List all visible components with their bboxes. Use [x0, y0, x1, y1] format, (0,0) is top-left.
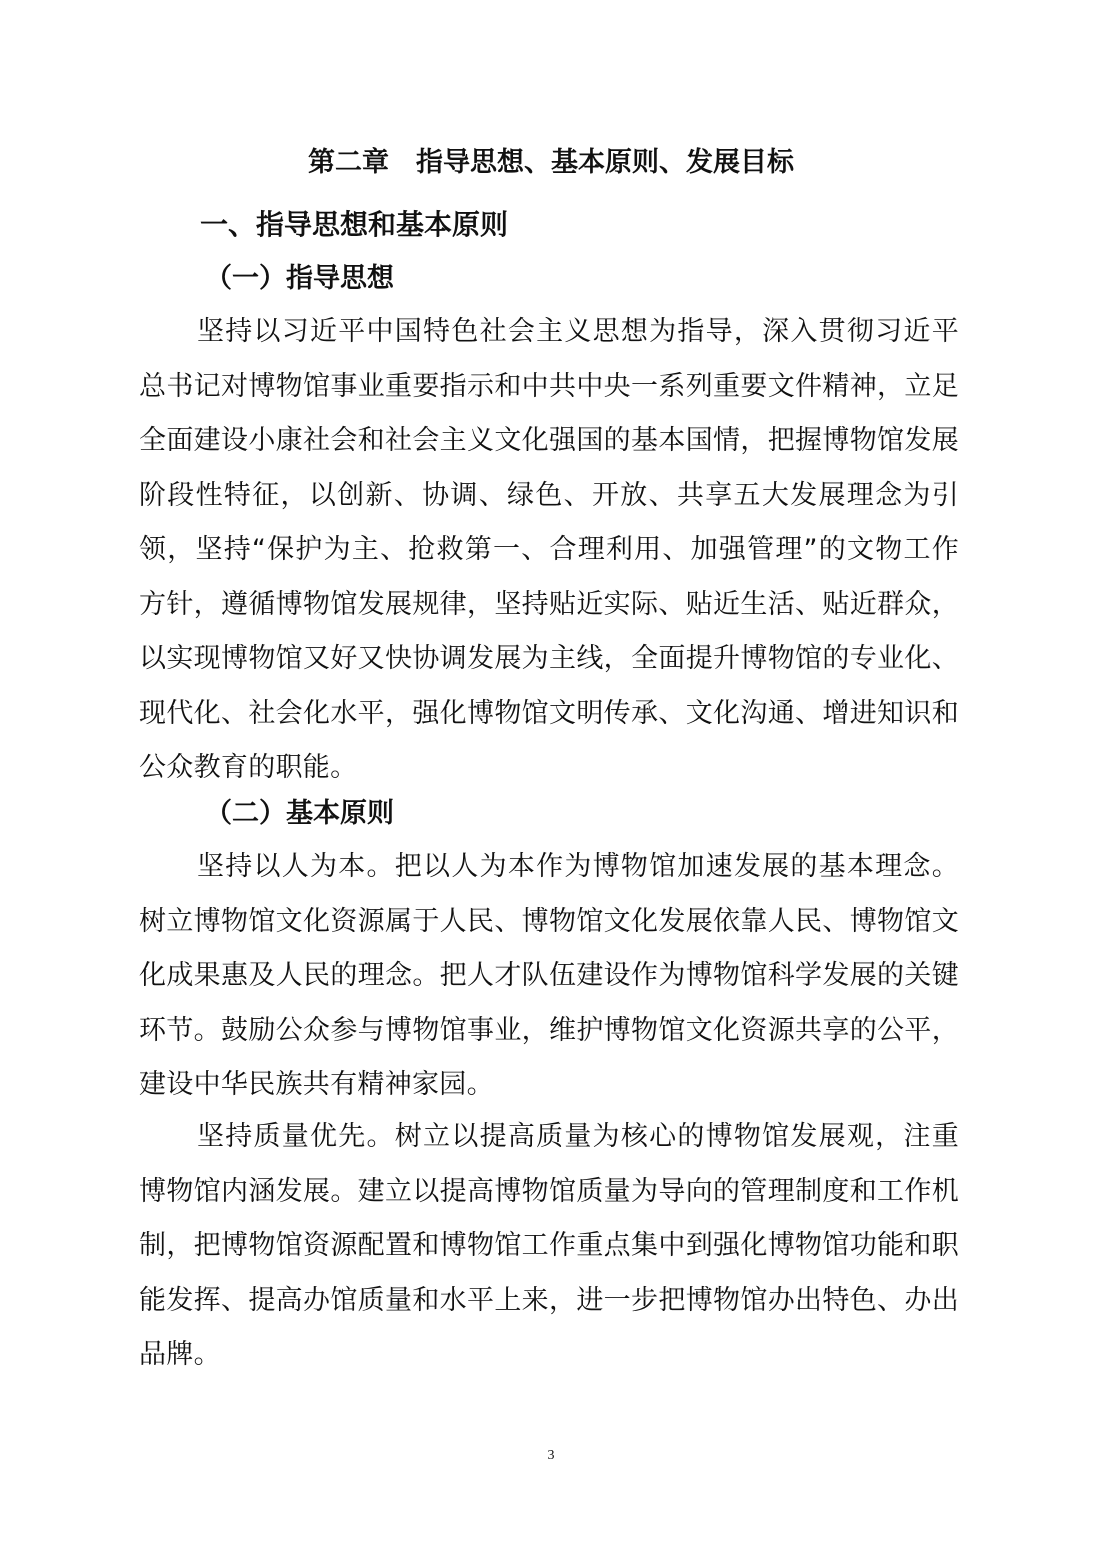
page-number: 3 [547, 1448, 555, 1463]
paragraph-guiding-ideology: 坚持以习近平中国特色社会主义思想为指导，深入贯彻习近平总书记对博物馆事业重要指示和中共中央一系列重要文件精神，立足全面建设小康社会和社会主义文化强国的基本国情，把握博物馆发展阶段性特征，以创新、协调、绿色、开放、共享五大发展理念为引领，坚持“保护为主、抢救第一、合理利用、加强管理”的文物工作方针，遵循博物馆发展规律，坚持贴近实际、贴近生活、贴近群众，以实现博物馆又好又快协调发展为主线，全面提升博物馆的专业化、现代化、社会化水平，强化博物馆文明传承、文化沟通、增进知识和公众教育的职能。 [139, 316, 959, 783]
subsection-heading-guiding-ideology: （一）指导思想 [205, 263, 394, 294]
section-heading: 一、指导思想和基本原则 [200, 208, 509, 241]
chapter-title: 第二章 指导思想、基本原则、发展目标 [308, 147, 794, 178]
paragraph-quality-first: 坚持质量优先。树立以提高质量为核心的博物馆发展观，注重博物馆内涵发展。建立以提高博物馆质量为导向的管理制度和工作机制，把博物馆资源配置和博物馆工作重点集中到强化博物馆功能和职能发挥、提高办馆质量和水平上来，进一步把博物馆办出特色、办出品牌。 [139, 1121, 959, 1370]
subsection-heading-basic-principles: （二）基本原则 [205, 798, 394, 829]
paragraph-people-oriented: 坚持以人为本。把以人为本作为博物馆加速发展的基本理念。树立博物馆文化资源属于人民、博物馆文化发展依靠人民、博物馆文化成果惠及人民的理念。把人才队伍建设作为博物馆科学发展的关键环节。鼓励公众参与博物馆事业，维护博物馆文化资源共享的公平，建设中华民族共有精神家园。 [139, 851, 959, 1100]
